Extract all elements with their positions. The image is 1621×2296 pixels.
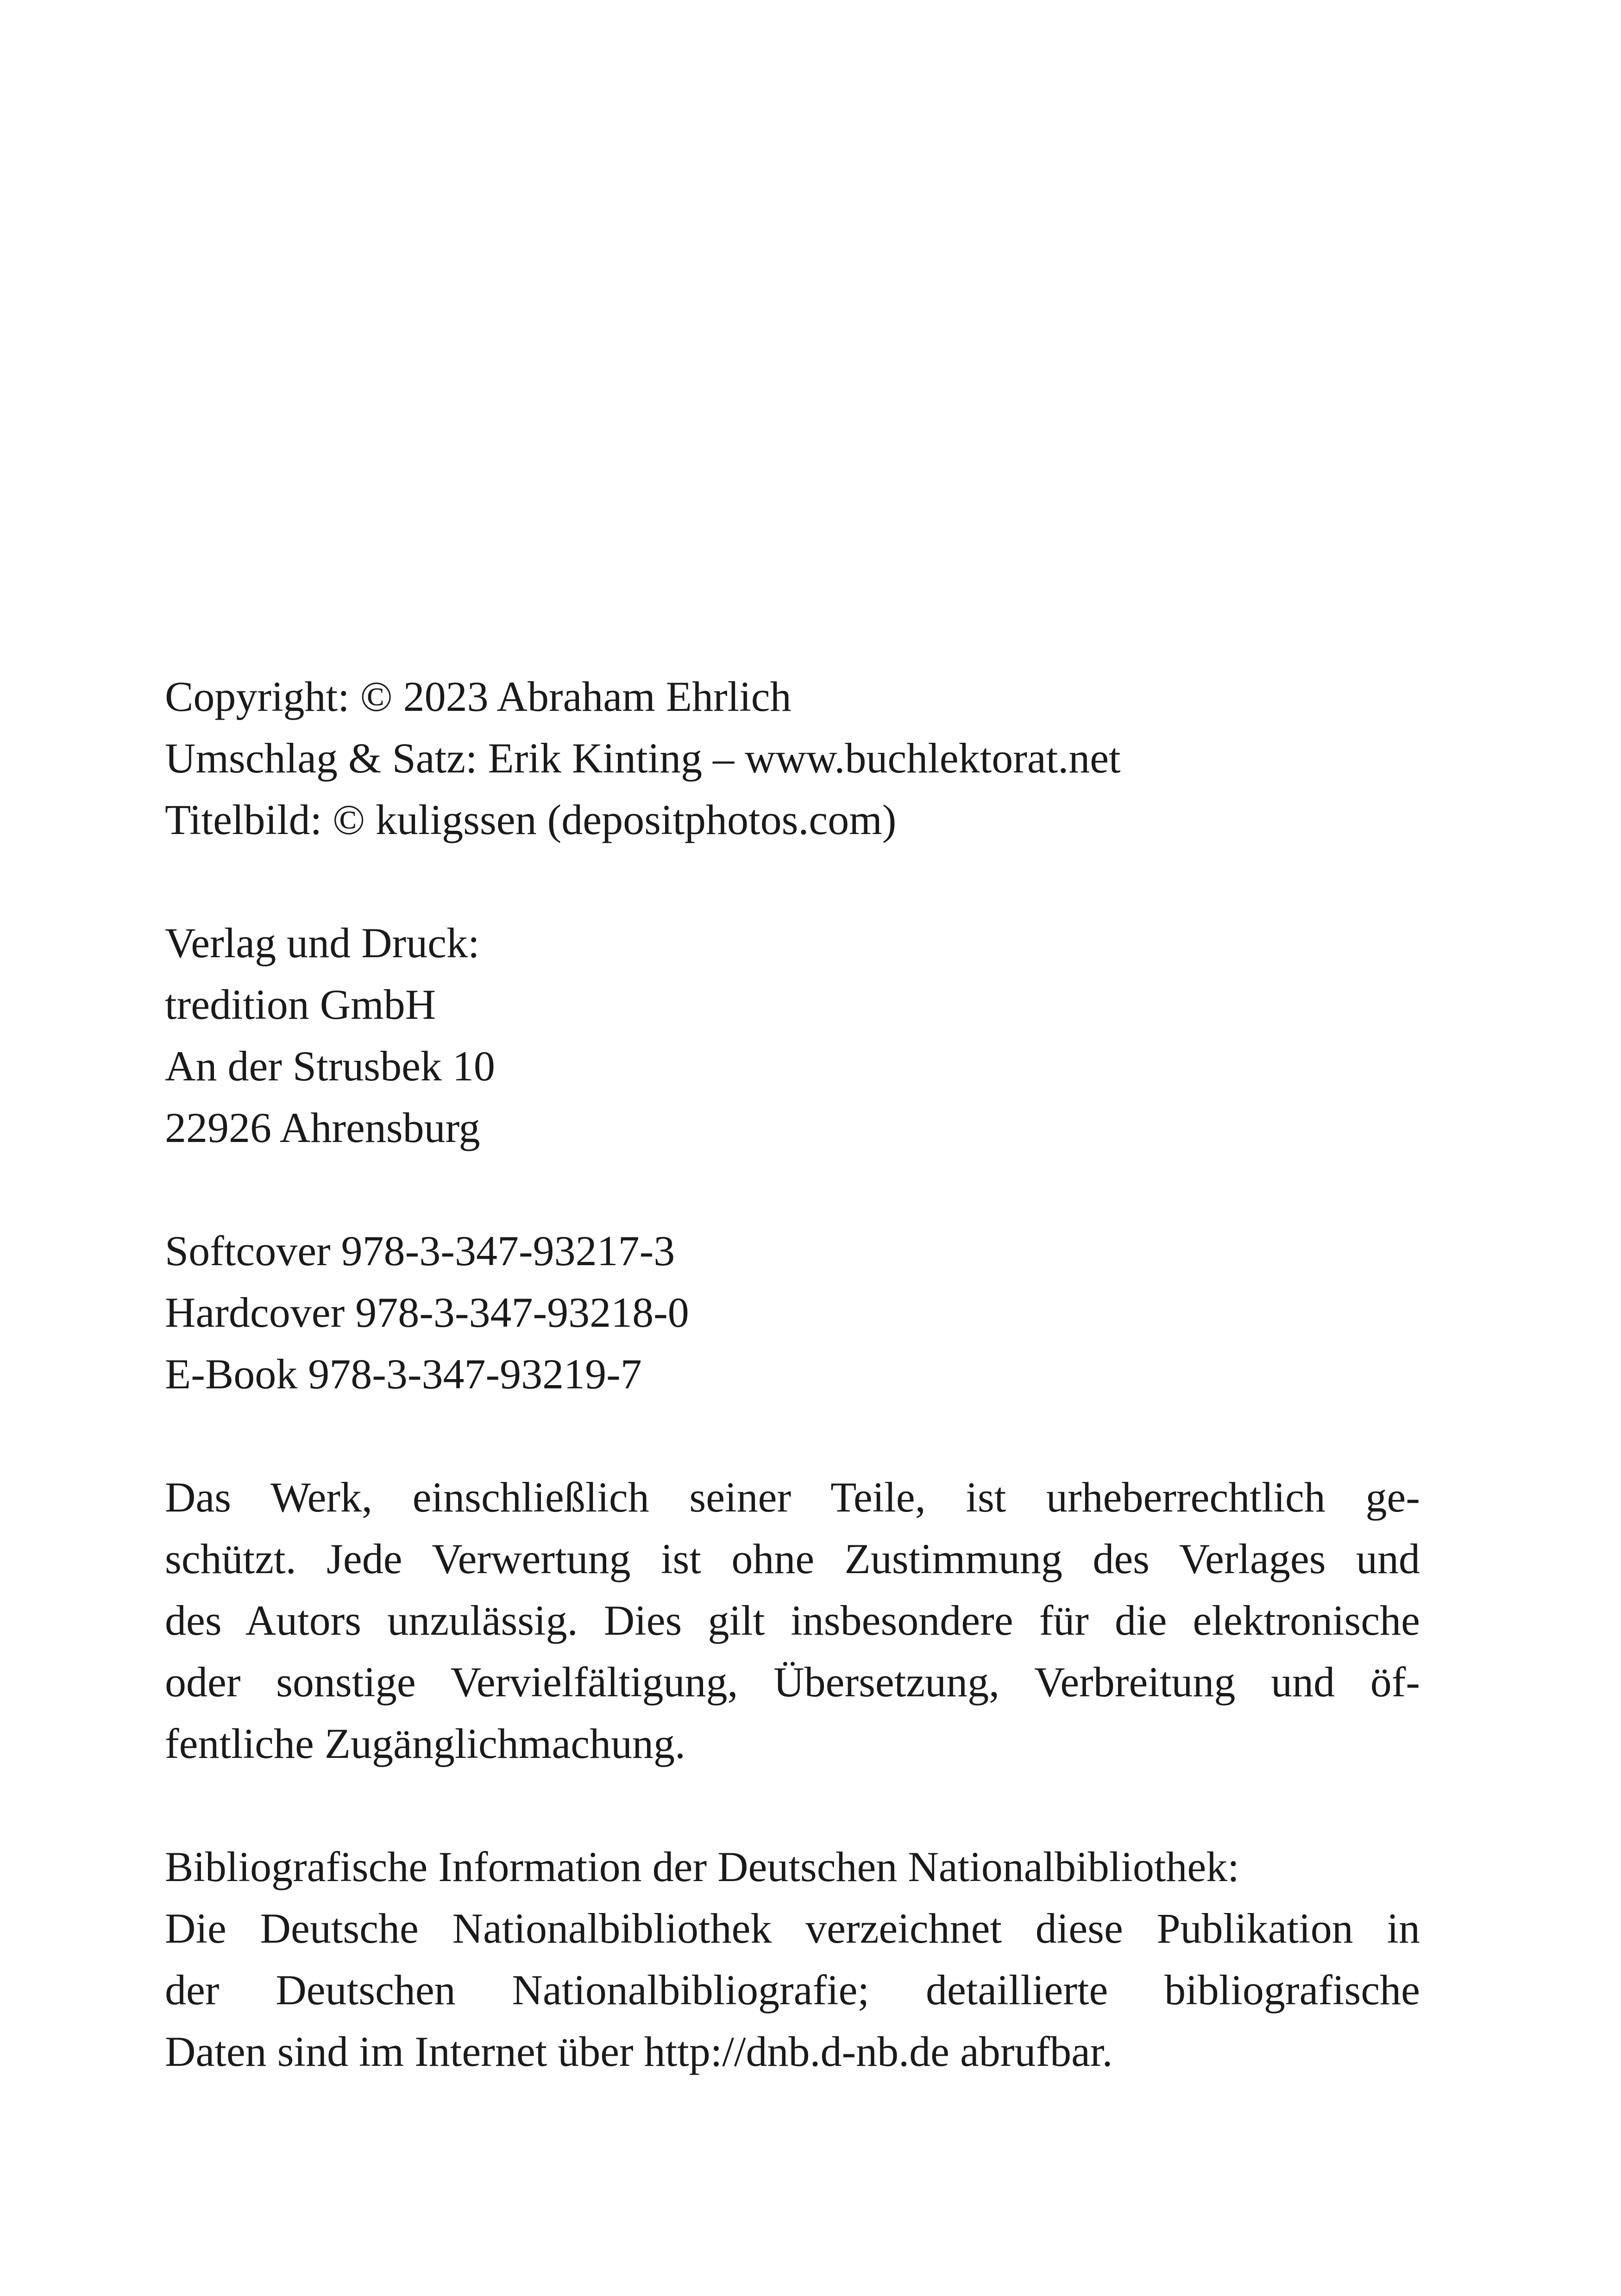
copyright-line: Copyright: © 2023 Abraham Ehrlich [165,673,792,720]
bibliographic-paragraph [165,1836,1420,2083]
rights-notice-line: schützt. Jede Verwertung ist ohne Zustimmung des Verlages und [165,1535,1420,1582]
bibliographic-line: der Deutschen Nationalbibliografie; detaillierte bibliografische [165,1966,1420,2014]
rights-notice-line: oder sonstige Vervielfältigung, Übersetzung, Verbreitung und öf- [165,1658,1420,1706]
rights-notice-line: fentliche Zugänglichmachung. [165,1720,686,1767]
publisher-heading: Verlag und Druck: [165,919,480,966]
rights-notice-paragraph [165,1467,1420,1775]
cover-image-line: Titelbild: © kuligssen (depositphotos.com) [165,796,897,843]
rights-notice-line: Das Werk, einschließlich seiner Teile, ist urheberrechtlich ge- [165,1474,1420,1521]
bibliographic-heading: Bibliografische Information der Deutschen Nationalbibliothek: [165,1843,1239,1890]
publisher-block [165,912,1420,1159]
bibliographic-line: Die Deutsche Nationalbibliothek verzeichnet diese Publikation in [165,1905,1420,1952]
bibliographic-line: Daten sind im Internet über http://dnb.d-nb.de abrufbar. [165,2028,1113,2075]
isbn-ebook: E-Book 978-3-347-93219-7 [165,1350,642,1398]
isbn-block [165,1220,1420,1405]
publisher-name: tredition GmbH [165,981,436,1028]
imprint-text [165,666,1420,2144]
cover-and-typesetting-line: Umschlag & Satz: Erik Kinting – www.buchlektorat.net [165,734,1121,782]
credits-block [165,666,1420,851]
publisher-street: An der Strusbek 10 [165,1042,495,1090]
rights-notice-line: des Autors unzulässig. Dies gilt insbesondere für die elektronische [165,1597,1420,1644]
isbn-softcover: Softcover 978-3-347-93217-3 [165,1227,675,1274]
publisher-city: 22926 Ahrensburg [165,1104,480,1151]
isbn-hardcover: Hardcover 978-3-347-93218-0 [165,1289,689,1336]
